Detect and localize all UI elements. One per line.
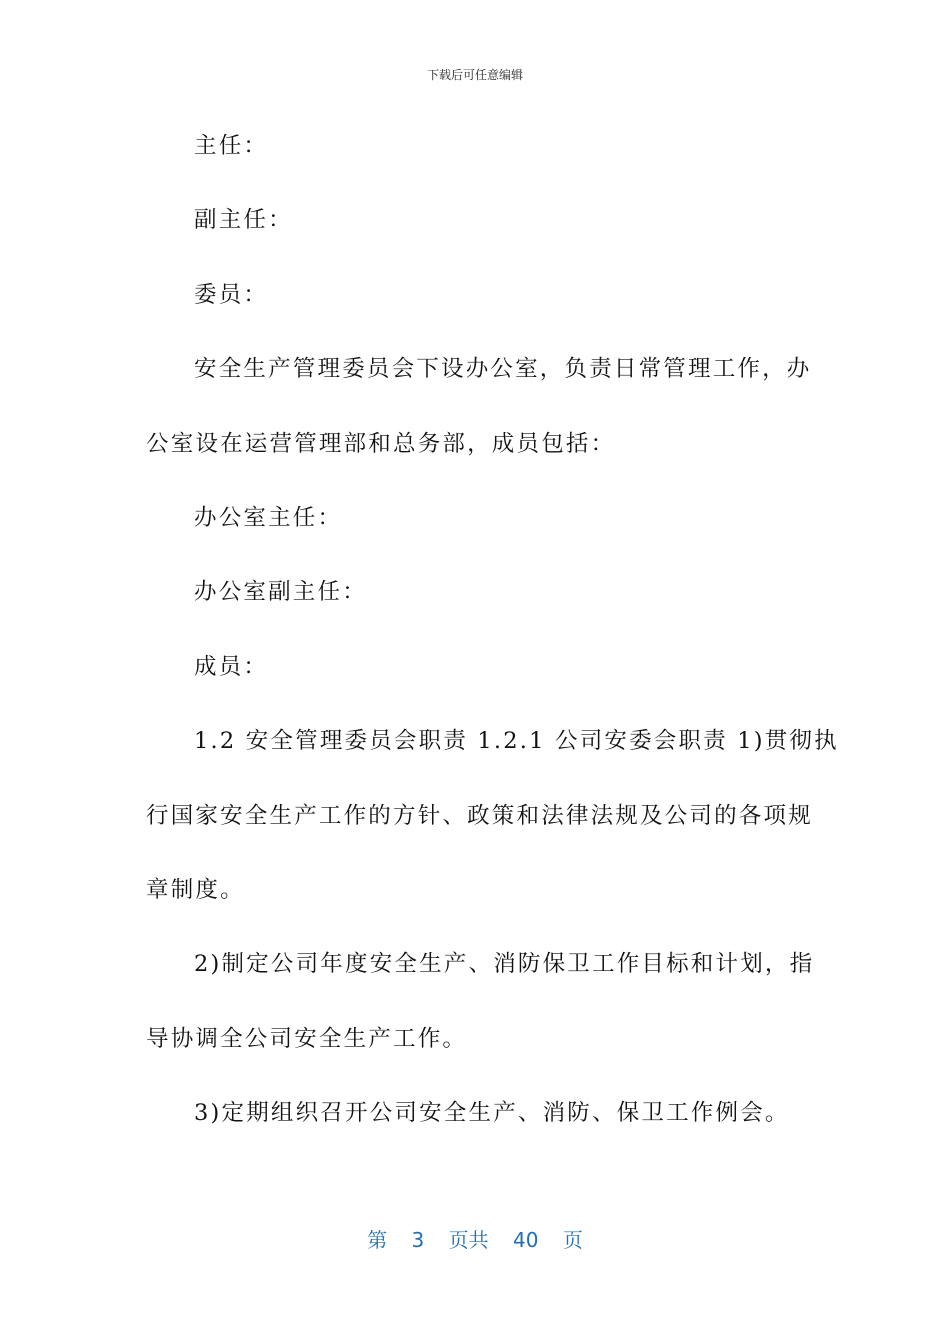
footer-prefix: 第 — [367, 1228, 388, 1252]
body-line-5: 公室设在运营管理部和总务部，成员包括： — [146, 430, 616, 457]
document-body — [146, 126, 839, 1167]
footer-current-page: 3 — [411, 1228, 425, 1252]
body-line-6: 办公室主任： — [194, 504, 343, 531]
footer-middle: 页共 — [448, 1228, 489, 1252]
body-line-7: 办公室副主任： — [194, 579, 367, 606]
footer-suffix: 页 — [562, 1228, 583, 1252]
body-line-13: 导协调全公司安全生产工作。 — [146, 1025, 468, 1052]
body-line-12: 2)制定公司年度安全生产、消防保卫工作目标和计划，指 — [194, 951, 815, 978]
footer-total-pages: 40 — [513, 1228, 539, 1252]
body-line-3: 委员： — [194, 281, 269, 308]
body-line-11: 章制度。 — [146, 876, 245, 903]
body-line-2: 副主任： — [194, 207, 293, 234]
page-header-note: 下载后可任意编辑 — [426, 68, 523, 82]
page-footer — [0, 1224, 950, 1253]
body-line-1: 主任： — [194, 133, 269, 159]
body-line-9: 1.2 安全管理委员会职责 1.2.1 公司安委会职责 1)贯彻执 — [194, 728, 839, 755]
body-line-4: 安全生产管理委员会下设办公室，负责日常管理工作，办 — [194, 356, 812, 383]
body-line-14: 3)定期组织召开公司安全生产、消防、保卫工作例会。 — [194, 1100, 790, 1127]
body-line-8: 成员： — [194, 653, 269, 680]
body-line-10: 行国家安全生产工作的方针、政策和法律法规及公司的各项规 — [146, 802, 813, 829]
